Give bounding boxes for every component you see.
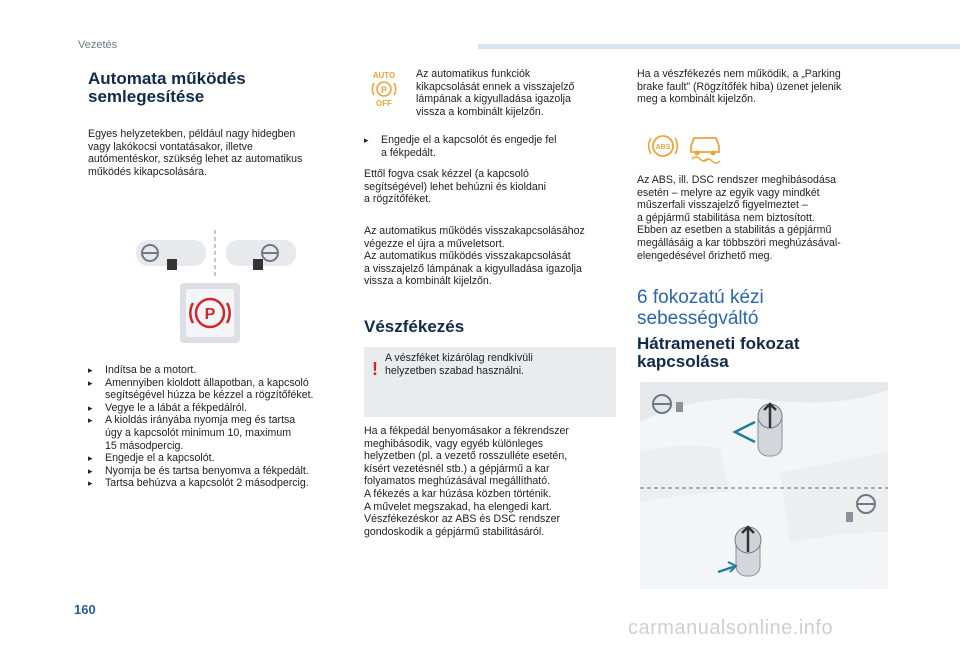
list-item: ▸ Engedje el a kapcsolót. — [88, 452, 350, 465]
intro-line: autómentéskor, szükség lehet az automatikus — [88, 153, 303, 166]
release-step — [364, 134, 618, 159]
intro-line: vagy lakókocsi vontatásakor, illetve — [88, 140, 253, 153]
list-item: ▸ Nyomja be és tartsa benyomva a fékpedált. — [88, 465, 350, 478]
list-item: ▸ Indítsa be a motort. — [88, 364, 350, 377]
neutralize-title — [88, 70, 348, 106]
auto-off-warning-icon — [366, 70, 402, 108]
svg-text:ABS: ABS — [655, 144, 671, 151]
watermark: carmanualsonline.info — [628, 617, 834, 639]
intro-line: működés kikapcsolására. — [88, 165, 207, 178]
page-number: 160 — [74, 602, 96, 617]
title-line-2: semlegesítése — [88, 87, 205, 106]
auto-off-explanation: Az automatikus funkciók kikapcsolását ennek a visszajelző lámpának a kigyulladása igazolja vissza a kombinált kijelzőn. — [416, 68, 575, 118]
list-item: ▸ Amennyiben kioldott állapotban, a kapcsoló segítségével húzza be kézzel a rögzítőféket. — [88, 377, 350, 402]
gearbox-section-title: 6 fokozatú kézi sebességváltó — [637, 287, 764, 329]
intro-paragraph — [88, 128, 350, 178]
list-item: ▸ Tartsa behúzva a kapcsolót 2 másodpercig. — [88, 477, 350, 490]
parking-brake-switch-icon — [180, 283, 240, 343]
abs-dsc-warning-icons — [648, 126, 728, 166]
list-item: ▸ Vegye le a lábát a fékpedálról. — [88, 402, 350, 415]
deactivation-steps — [88, 364, 350, 490]
section-label: Vezetés — [78, 39, 118, 51]
svg-text:P: P — [204, 306, 216, 323]
emergency-braking-paragraph: Ha a fékpedál benyomásakor a fékrendszer meghibásodik, vagy egyéb különleges helyzetben (pl. a vezető rosszulléte esetén, kísért vezetésnél stb.) a gépjármű a kar folyamatos meghúzásával megállítható. A fékezés a kar húzása közben történik. A művelet megszakad, ha elengedi kart. Vészfékezéskor az ABS és DSC rendszer gondoskodik a gépjármű stabilitásáról. — [364, 425, 569, 538]
dsc-warning-icon — [691, 138, 720, 163]
abs-dsc-paragraph: Az ABS, ill. DSC rendszer meghibásodása esetén – melyre az egyik vagy mindkét műszerfali visszajelző figyelmeztet – a gépjármű stabilitása nem biztosított. Ebben az esetben a stabilitás a gépjármű megállásáig a kar többszöri meghúzásával- elengedésével őrizhető meg. — [637, 174, 841, 262]
title-line-1: Automata működés — [88, 69, 246, 88]
parking-brake-switch-illustration — [136, 228, 296, 353]
warning-note: ! A vészféket kizárólag rendkívüli helyzetben szabad használni. — [364, 347, 616, 417]
list-item: ▸ Engedje el a kapcsolót és engedje fel a fékpedált. — [364, 134, 618, 159]
parking-fault-paragraph: Ha a vészfékezés nem működik, a „Parking brake fault” (Rögzítőfék hiba) üzenet jelenik meg a kombinált kijelzőn. — [637, 68, 842, 106]
manual-only-paragraph: Ettől fogva csak kézzel (a kapcsoló segítségével) lehet behúzni és kioldani a rögzítőféket. — [364, 168, 546, 206]
p-letter: P — [380, 85, 388, 95]
restore-paragraph: Az automatikus működés visszakapcsolásához végezze el újra a műveletsort. Az automatikus működés visszakapcsolását a visszajelző lámpának a kigyulladása igazolja vissza a kombinált kijelzőn. — [364, 225, 585, 288]
emergency-braking-title: Vészfékezés — [364, 317, 465, 336]
warning-icon: ! — [372, 359, 378, 379]
auto-label: AUTO — [372, 71, 396, 80]
list-item: ▸ A kioldás irányába nyomja meg és tartsa úgy a kapcsolót minimum 10, maximum 15 másodpercig. — [88, 414, 350, 452]
reverse-gear-title: Hátrameneti fokozat kapcsolása — [637, 334, 800, 371]
abs-warning-icon — [649, 136, 678, 156]
header-bar — [478, 44, 960, 49]
reverse-gear-illustration — [640, 382, 888, 589]
off-label: OFF — [376, 99, 392, 108]
intro-line: Egyes helyzetekben, például nagy hidegben — [88, 128, 296, 140]
